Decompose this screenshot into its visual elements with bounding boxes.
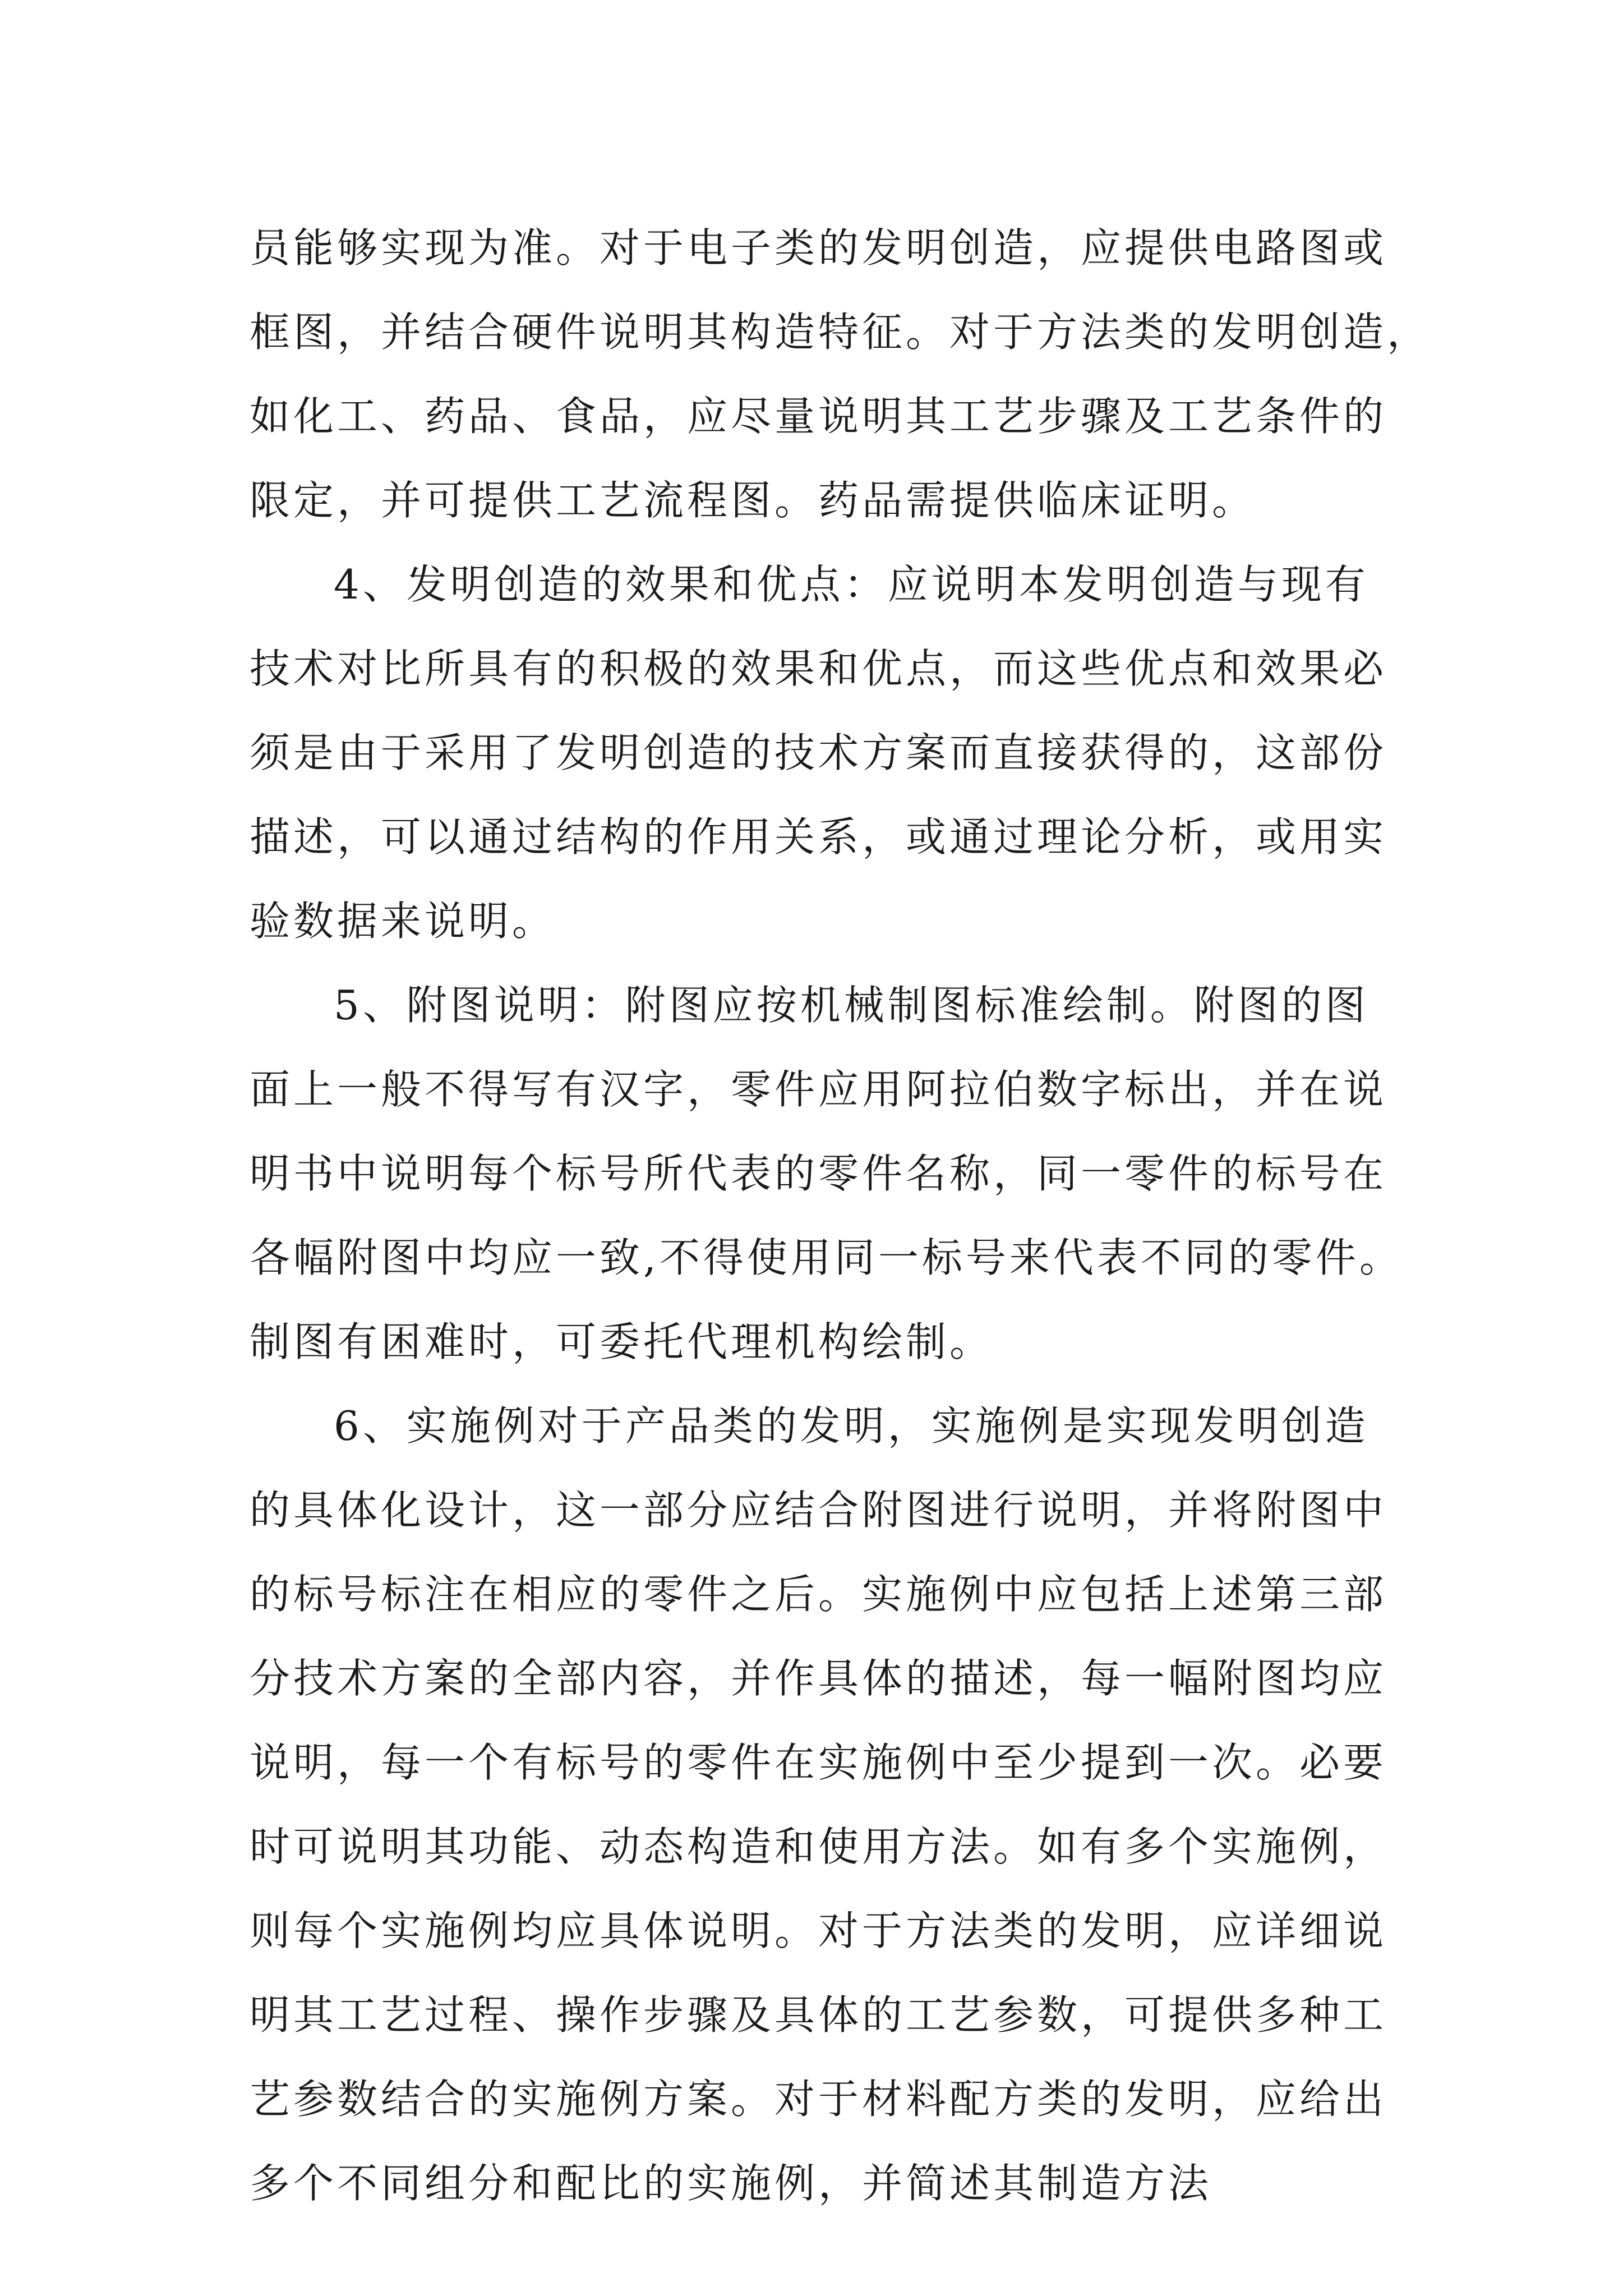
text-line: 验数据来说明。 — [250, 898, 556, 945]
text-line: 各幅附图中均应一致,不得使用同一标号来代表不同的零件。 — [250, 1234, 1403, 1281]
text-line: 多个不同组分和配比的实施例，并简述其制造方法 — [250, 2160, 1212, 2207]
text-line: 框图，并结合硬件说明其构造特征。对于方法类的发明创造， — [250, 309, 1431, 356]
text-line: 面上一般不得写有汉字，零件应用阿拉伯数字标出，并在说 — [250, 1066, 1387, 1113]
text-line: 艺参数结合的实施例方案。对于材料配方类的发明，应给出 — [250, 2076, 1387, 2123]
document-body — [250, 206, 1431, 2225]
text-line: 的标号标注在相应的零件之后。实施例中应包括上述第三部 — [250, 1571, 1387, 1618]
text-line: 员能够实现为准。对于电子类的发明创造，应提供电路图或 — [250, 224, 1387, 272]
text-line: 明书中说明每个标号所代表的零件名称，同一零件的标号在 — [250, 1150, 1387, 1197]
text-line: 的具体化设计，这一部分应结合附图进行说明，并将附图中 — [250, 1487, 1387, 1534]
paragraph-item-5 — [250, 963, 1403, 1384]
paragraph-item-4 — [250, 542, 1388, 963]
text-line: 则每个实施例均应具体说明。对于方法类的发明，应详细说 — [250, 1907, 1387, 1954]
text-line: 如化工、药品、食品，应尽量说明其工艺步骤及工艺条件的 — [250, 393, 1387, 440]
text-line: 6、实施例对于产品类的发明，实施例是实现发明创造 — [334, 1402, 1369, 1450]
text-line: 说明，每一个有标号的零件在实施例中至少提到一次。必要 — [250, 1739, 1387, 1786]
text-line: 描述，可以通过结构的作用关系，或通过理论分析，或用实 — [250, 813, 1387, 861]
text-line: 限定，并可提供工艺流程图。药品需提供临床证明。 — [250, 477, 1256, 524]
text-line: 技术对比所具有的积极的效果和优点，而这些优点和效果必 — [250, 645, 1387, 692]
paragraph-item-6 — [250, 1384, 1388, 2225]
text-line: 5、附图说明：附图应按机械制图标准绘制。附图的图 — [334, 982, 1369, 1029]
text-line: 明其工艺过程、操作步骤及具体的工艺参数，可提供多种工 — [250, 1991, 1387, 2039]
text-line: 制图有困难时，可委托代理机构绘制。 — [250, 1318, 994, 1365]
paragraph-item-3-continuation — [250, 206, 1431, 542]
text-line: 分技术方案的全部内容，并作具体的描述，每一幅附图均应 — [250, 1655, 1387, 1702]
text-line: 时可说明其功能、动态构造和使用方法。如有多个实施例， — [250, 1823, 1387, 1870]
text-line: 4、发明创造的效果和优点：应说明本发明创造与现有 — [334, 561, 1369, 608]
text-line: 须是由于采用了发明创造的技术方案而直接获得的，这部份 — [250, 729, 1387, 776]
